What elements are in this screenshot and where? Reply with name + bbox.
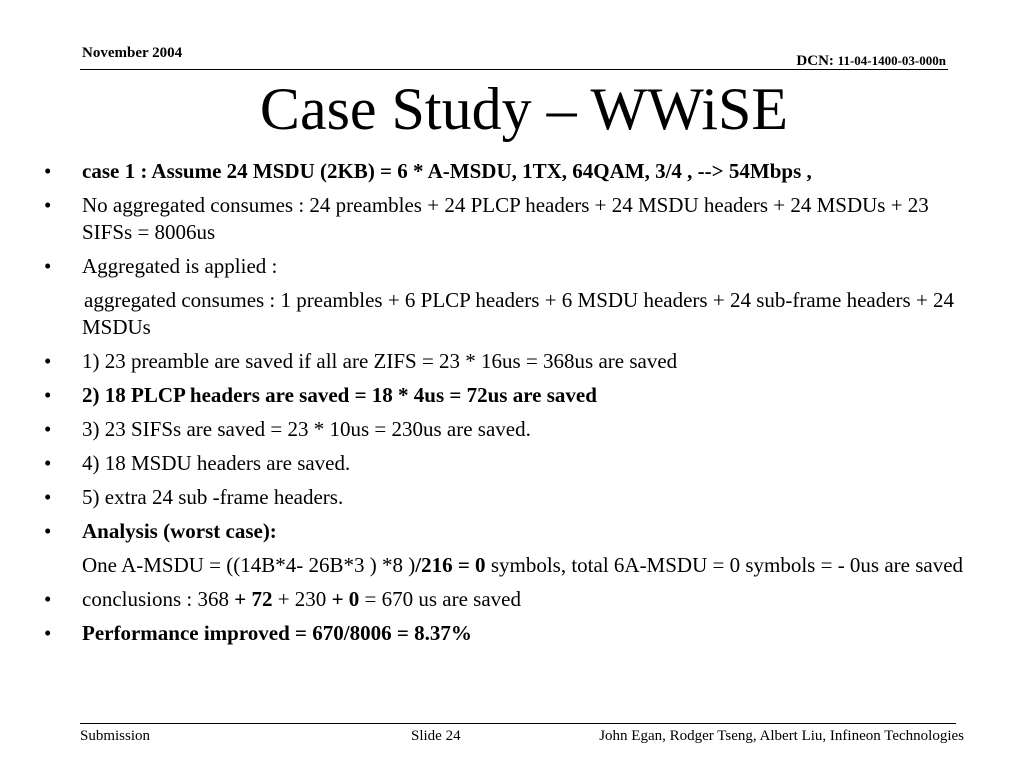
bullet-text: Performance improved = 670/8006 = 8.37% bbox=[82, 621, 472, 645]
bullet-text: 3) 23 SIFSs are saved = 23 * 10us = 230us are saved. bbox=[82, 417, 531, 441]
analysis-part-2: /216 = 0 bbox=[415, 553, 486, 577]
bullet-plcp-saved bbox=[44, 382, 984, 409]
bullet-icon: • bbox=[44, 349, 52, 373]
bullet-msdu-saved bbox=[44, 450, 984, 477]
conclusions-part-5: = 670 us are saved bbox=[359, 587, 521, 611]
bullet-icon: • bbox=[44, 485, 52, 509]
bullet-sifs-saved bbox=[44, 416, 984, 443]
bullet-text: 5) extra 24 sub -frame headers. bbox=[82, 485, 344, 509]
header-rule bbox=[80, 69, 948, 70]
analysis-part-1: One A-MSDU = ((14B*4- 26B*3 ) *8 ) bbox=[82, 553, 416, 577]
bullet-icon: • bbox=[44, 383, 52, 407]
bullet-aggregated-applied bbox=[44, 253, 984, 280]
footer-rule bbox=[80, 723, 956, 724]
slide-title: Case Study – WWiSE bbox=[259, 76, 789, 142]
aggregated-consumes-text: aggregated consumes : 1 preambles + 6 PLCP headers + 6 MSDU headers + 24 sub-frame headers + 24 MSDUs bbox=[82, 288, 955, 339]
analysis-text bbox=[44, 552, 984, 579]
bullet-extra-subframe bbox=[44, 484, 984, 511]
bullet-text: case 1 : Assume 24 MSDU (2KB) = 6 * A-MSDU, 1TX, 64QAM, 3/4 , --> 54Mbps , bbox=[82, 159, 812, 183]
conclusions-part-1: conclusions : 368 bbox=[82, 587, 235, 611]
bullet-analysis bbox=[44, 518, 984, 545]
conclusions-part-3: + 230 bbox=[272, 587, 332, 611]
bullet-icon: • bbox=[44, 621, 52, 645]
analysis-part-3: symbols, total 6A-MSDU = 0 symbols = - 0us are saved bbox=[485, 553, 964, 577]
bullet-text: 2) 18 PLCP headers are saved = 18 * 4us = 72us are saved bbox=[82, 383, 597, 407]
header-date: November 2004 bbox=[82, 45, 183, 61]
conclusions-part-2: + 72 bbox=[234, 587, 273, 611]
bullet-conclusions bbox=[44, 586, 984, 613]
footer-authors: John Egan, Rodger Tseng, Albert Liu, Infineon Technologies bbox=[599, 728, 964, 744]
slide-body bbox=[44, 158, 984, 654]
dcn-label: DCN: bbox=[796, 53, 838, 69]
footer-submission: Submission bbox=[80, 728, 151, 744]
bullet-icon: • bbox=[44, 451, 52, 475]
bullet-icon: • bbox=[44, 519, 52, 543]
bullet-text: 4) 18 MSDU headers are saved. bbox=[82, 451, 351, 475]
bullet-no-aggregated bbox=[44, 192, 984, 246]
bullet-icon: • bbox=[44, 159, 52, 183]
bullet-icon: • bbox=[44, 417, 52, 441]
bullet-icon: • bbox=[44, 193, 52, 217]
header-dcn bbox=[796, 53, 946, 70]
bullet-preamble-saved bbox=[44, 348, 984, 375]
conclusions-part-4: + 0 bbox=[331, 587, 360, 611]
bullet-icon: • bbox=[44, 254, 52, 278]
bullet-text: Aggregated is applied : bbox=[82, 254, 278, 278]
footer-slide-number: Slide 24 bbox=[411, 728, 461, 744]
bullet-text: Analysis (worst case): bbox=[82, 519, 277, 543]
bullet-text: No aggregated consumes : 24 preambles + 24 PLCP headers + 24 MSDU headers + 24 MSDUs + 23 SIFSs = 8006us bbox=[82, 193, 929, 244]
bullet-icon: • bbox=[44, 587, 52, 611]
dcn-number: 11-04-1400-03-000n bbox=[837, 53, 946, 68]
bullet-performance bbox=[44, 620, 984, 647]
bullet-text: 1) 23 preamble are saved if all are ZIFS = 23 * 16us = 368us are saved bbox=[82, 349, 678, 373]
bullet-case-1 bbox=[44, 158, 984, 185]
